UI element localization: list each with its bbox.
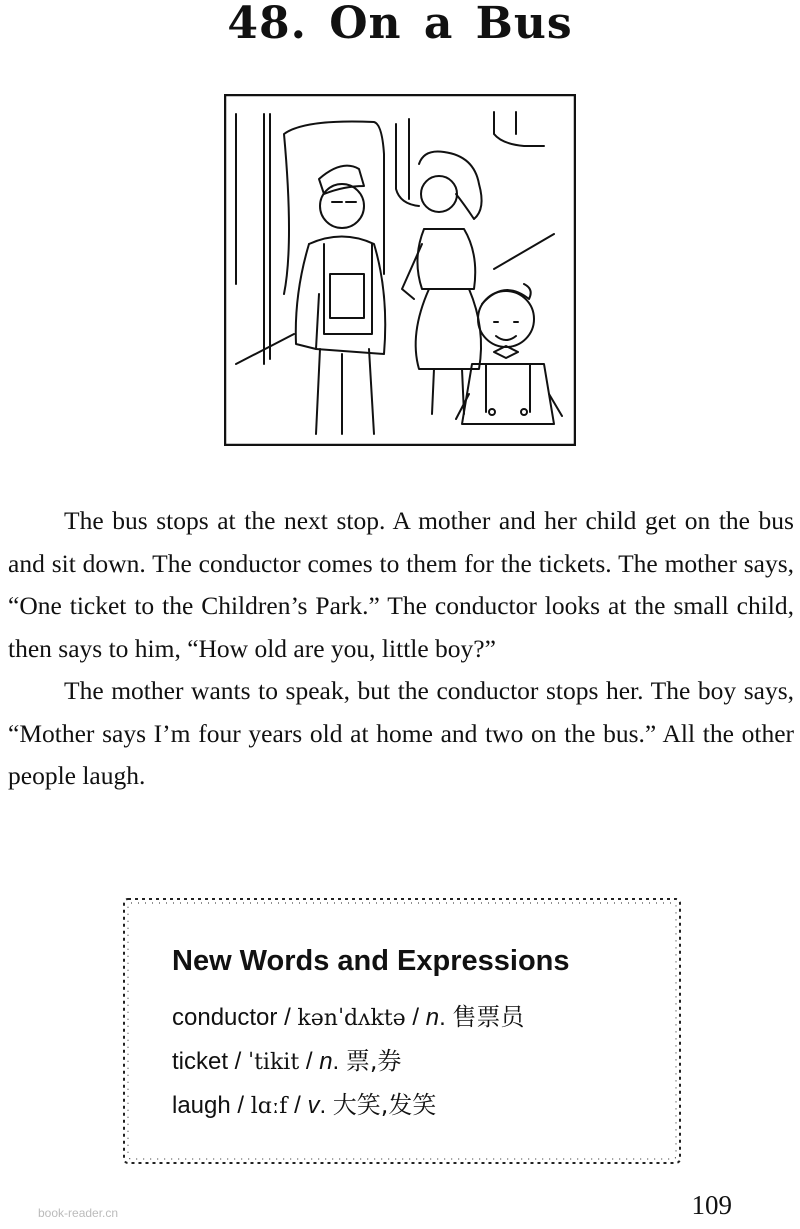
story-text <box>8 500 794 798</box>
story-paragraph: The mother wants to speak, but the conductor stops her. The boy says, “Mother says I’m four years old at home and two on the bus.” All the other people laugh. <box>8 676 794 790</box>
entry-pronunciation: lɑːf <box>250 1094 288 1119</box>
story-paragraph: The bus stops at the next stop. A mother and her child get on the bus and sit down. The conductor comes to them for the tickets. The mother says, “One ticket to the Children’s Park.” The conductor looks at the small child, then says to him, “How old are you, little boy?” <box>8 506 794 663</box>
vocabulary-entry: laugh / lɑːf / v. 大笑,发笑 <box>172 1091 437 1119</box>
vocabulary-box <box>118 893 686 1169</box>
vocabulary-entry: conductor / kənˈdʌktə / n. 售票员 <box>172 1003 525 1031</box>
entry-pronunciation: kənˈdʌktə <box>297 1006 406 1031</box>
entry-meaning: 票,券 <box>345 1047 402 1075</box>
entry-pronunciation: ˈtikit <box>248 1050 300 1075</box>
entry-word: conductor <box>172 1004 278 1031</box>
entry-part-of-speech: n <box>319 1048 333 1075</box>
entry-meaning: 售票员 <box>452 1003 525 1031</box>
bus-illustration <box>224 94 576 446</box>
entry-word: laugh <box>172 1092 231 1119</box>
watermark: book-reader.cn <box>38 1206 119 1220</box>
vocabulary-heading: New Words and Expressions <box>172 945 570 977</box>
lesson-title: 48. On a Bus <box>227 0 573 49</box>
entry-word: ticket <box>172 1048 229 1075</box>
entry-part-of-speech: n <box>425 1004 440 1031</box>
vocabulary-entry: ticket / ˈtikit / n. 票,券 <box>172 1047 402 1075</box>
page-number: 109 <box>691 1190 732 1220</box>
entry-meaning: 大笑,发笑 <box>332 1091 437 1119</box>
entry-part-of-speech: v <box>307 1092 320 1119</box>
